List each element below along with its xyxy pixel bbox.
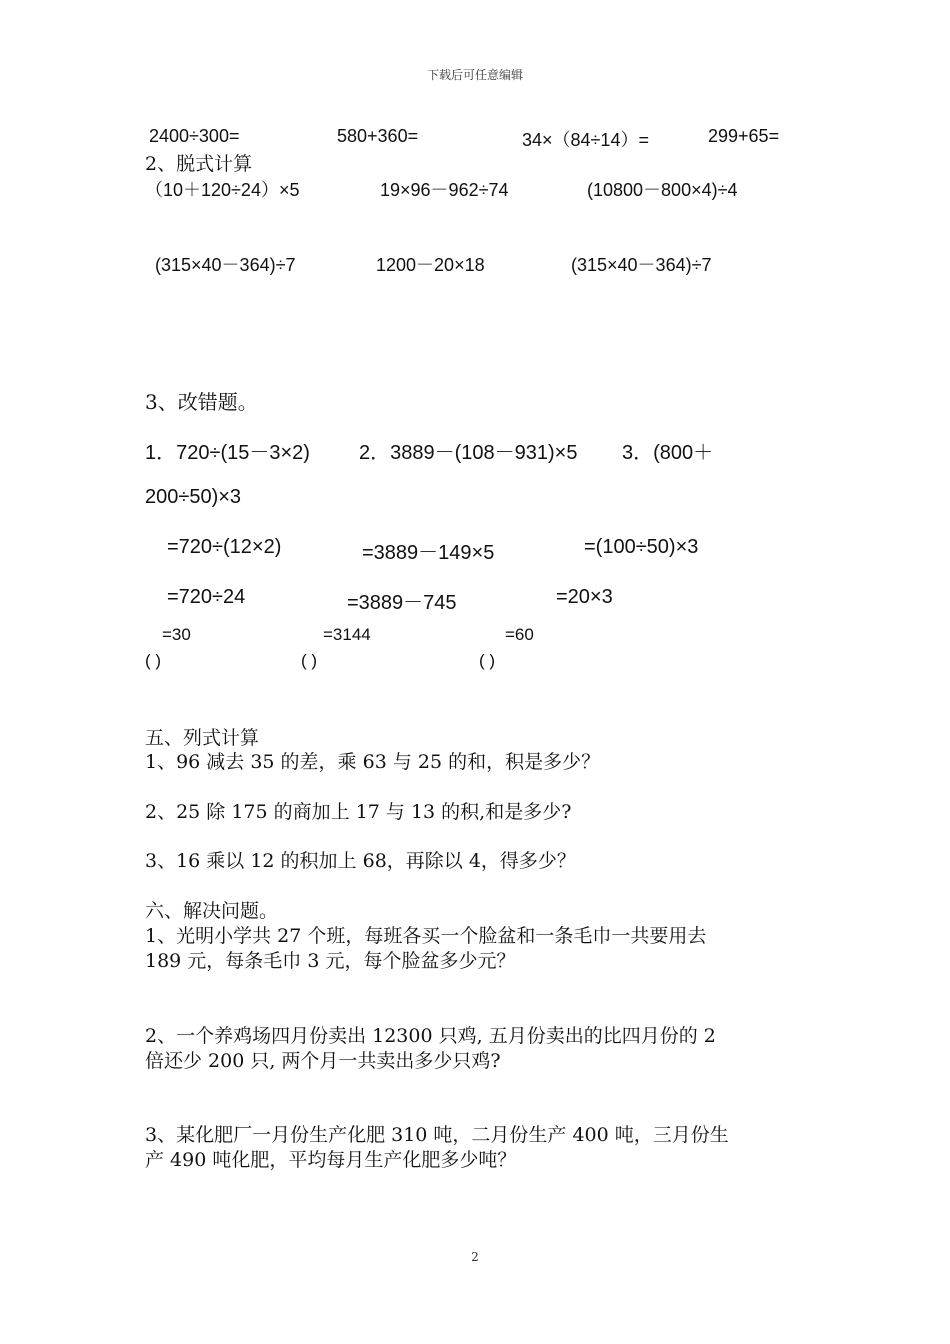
problem-item: 2．3889－(108－931)×5 bbox=[359, 442, 578, 464]
page-header: 下载后可任意编辑 bbox=[426, 68, 523, 82]
answer-mark: ( ) bbox=[479, 651, 496, 670]
step-line: =20×3 bbox=[556, 586, 613, 608]
step-line: =720÷24 bbox=[167, 586, 246, 608]
problem-item: 200÷50)×3 bbox=[145, 486, 242, 508]
answer-mark: ( ) bbox=[145, 651, 162, 670]
exercise-item: (315×40－364)÷7 bbox=[155, 255, 296, 275]
question-line: 产 490 吨化肥，平均每月生产化肥多少吨？ bbox=[145, 1149, 517, 1171]
step-line: =3889－149×5 bbox=[362, 542, 495, 564]
question-line: 189 元，每条毛巾 3 元，每个脸盆多少元？ bbox=[145, 950, 516, 972]
section-title: 3、改错题。 bbox=[145, 390, 258, 414]
step-line: =720÷(12×2) bbox=[167, 536, 282, 558]
section-title: 六、解决问题。 bbox=[145, 900, 279, 922]
step-line: =60 bbox=[505, 625, 534, 644]
question-item: 3、16 乘以 12 的积加上 68，再除以 4，得多少？ bbox=[145, 850, 576, 872]
exercise-item: 580+360= bbox=[337, 126, 419, 146]
exercise-item: 34×（84÷14）= bbox=[522, 130, 649, 150]
answer-mark: ( ) bbox=[301, 651, 318, 670]
question-item: 1、96 减去 35 的差，乘 63 与 25 的和，积是多少？ bbox=[145, 751, 601, 773]
step-line: =(100÷50)×3 bbox=[584, 536, 699, 558]
question-line: 倍还少 200 只, 两个月一共卖出多少只鸡? bbox=[145, 1050, 501, 1072]
question-line: 1、光明小学共 27 个班，每班各买一个脸盆和一条毛巾一共要用去 bbox=[145, 925, 707, 947]
section-title: 五、列式计算 bbox=[145, 727, 260, 749]
page-number: 2 bbox=[471, 1250, 479, 1264]
problem-item: 1．720÷(15－3×2) bbox=[145, 442, 310, 464]
exercise-item: 2400÷300= bbox=[149, 126, 240, 146]
exercise-item: （10＋120÷24）×5 bbox=[145, 180, 300, 200]
exercise-item: 1200－20×18 bbox=[376, 255, 485, 275]
section-title: 2、脱式计算 bbox=[145, 153, 253, 175]
step-line: =3889－745 bbox=[347, 592, 457, 614]
exercise-item: (10800－800×4)÷4 bbox=[587, 180, 738, 200]
question-item: 2、25 除 175 的商加上 17 与 13 的积,和是多少? bbox=[145, 801, 572, 823]
problem-item: 3．(800＋ bbox=[622, 442, 714, 464]
question-line: 3、某化肥厂一月份生产化肥 310 吨，二月份生产 400 吨，三月份生 bbox=[145, 1124, 729, 1146]
exercise-item: (315×40－364)÷7 bbox=[571, 255, 712, 275]
exercise-item: 299+65= bbox=[708, 126, 780, 146]
step-line: =3144 bbox=[323, 625, 371, 644]
exercise-item: 19×96－962÷74 bbox=[380, 180, 509, 200]
question-line: 2、一个养鸡场四月份卖出 12300 只鸡, 五月份卖出的比四月份的 2 bbox=[145, 1025, 716, 1047]
step-line: =30 bbox=[162, 625, 191, 644]
